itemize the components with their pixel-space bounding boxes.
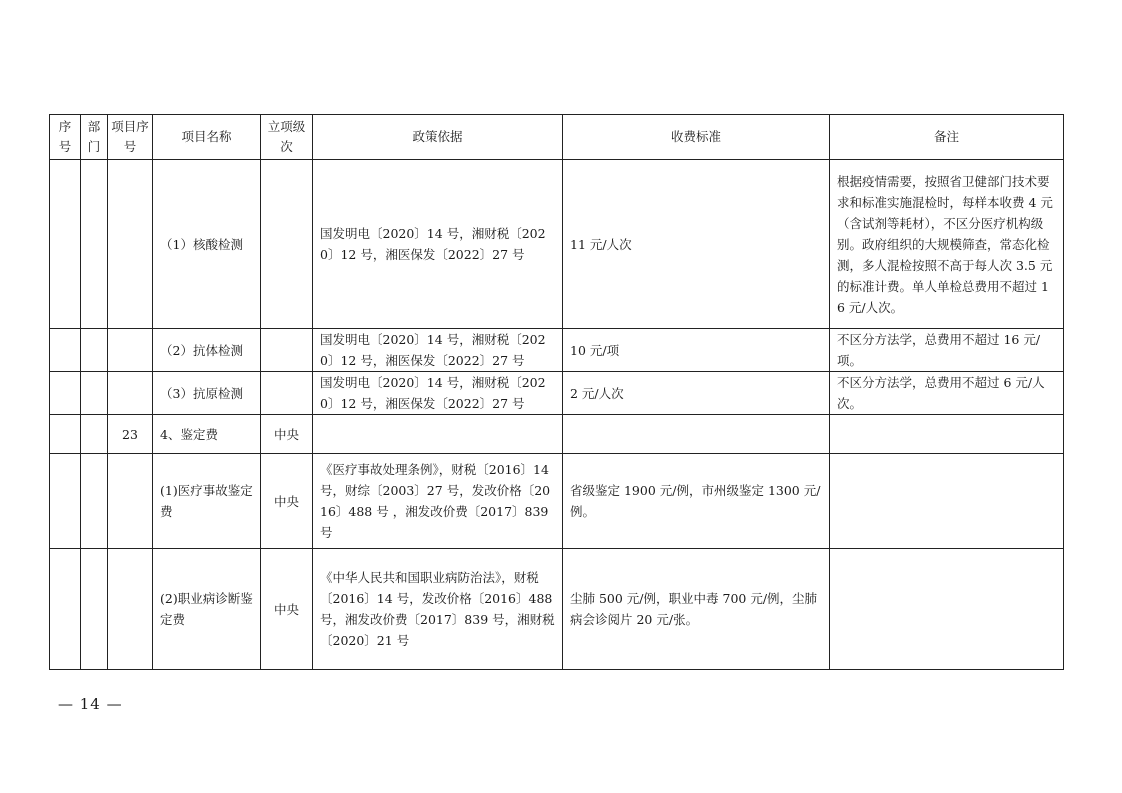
cell-policy: 国发明电〔2020〕14 号，湘财税〔2020〕12 号，湘医保发〔2022〕27 号 <box>313 372 563 415</box>
cell-seq <box>50 160 81 329</box>
header-policy: 政策依据 <box>313 115 563 160</box>
cell-policy: 国发明电〔2020〕14 号，湘财税〔2020〕12 号，湘医保发〔2022〕27 号 <box>313 329 563 372</box>
page-number: — 14 — <box>58 695 123 713</box>
header-item-seq: 项目序号 <box>108 115 153 160</box>
cell-remark <box>830 549 1064 670</box>
cell-level <box>261 329 313 372</box>
cell-item-seq <box>108 454 153 549</box>
cell-item-seq <box>108 372 153 415</box>
cell-level: 中央 <box>261 415 313 454</box>
header-level: 立项级次 <box>261 115 313 160</box>
cell-standard: 10 元/项 <box>563 329 830 372</box>
cell-seq <box>50 549 81 670</box>
cell-name: 4、鉴定费 <box>153 415 261 454</box>
cell-remark <box>830 454 1064 549</box>
cell-standard: 尘肺 500 元/例，职业中毒 700 元/例，尘肺病会诊阅片 20 元/张。 <box>563 549 830 670</box>
header-standard: 收费标准 <box>563 115 830 160</box>
table-row <box>50 549 1064 670</box>
cell-dept <box>81 160 108 329</box>
cell-standard: 2 元/人次 <box>563 372 830 415</box>
header-remark: 备注 <box>830 115 1064 160</box>
cell-standard: 省级鉴定 1900 元/例，市州级鉴定 1300 元/例。 <box>563 454 830 549</box>
cell-name: （1）核酸检测 <box>153 160 261 329</box>
cell-name: （3）抗原检测 <box>153 372 261 415</box>
table-row <box>50 372 1064 415</box>
table-row <box>50 454 1064 549</box>
cell-item-seq <box>108 160 153 329</box>
fee-table <box>49 114 1064 670</box>
cell-policy: 国发明电〔2020〕14 号，湘财税〔2020〕12 号，湘医保发〔2022〕27 号 <box>313 160 563 329</box>
cell-seq <box>50 415 81 454</box>
table-row <box>50 160 1064 329</box>
cell-seq <box>50 329 81 372</box>
cell-seq <box>50 454 81 549</box>
cell-seq <box>50 372 81 415</box>
header-name: 项目名称 <box>153 115 261 160</box>
cell-dept <box>81 549 108 670</box>
cell-item-seq <box>108 329 153 372</box>
cell-level: 中央 <box>261 454 313 549</box>
header-dept: 部门 <box>81 115 108 160</box>
cell-name: (1)医疗事故鉴定费 <box>153 454 261 549</box>
cell-dept <box>81 415 108 454</box>
cell-policy: 《中华人民共和国职业病防治法》，财税〔2016〕14 号，发改价格〔2016〕488 号，湘发改价费〔2017〕839 号，湘财税〔2020〕21 号 <box>313 549 563 670</box>
header-row <box>50 115 1064 160</box>
cell-standard <box>563 415 830 454</box>
cell-item-seq: 23 <box>108 415 153 454</box>
cell-policy: 《医疗事故处理条例》，财税〔2016〕14 号，财综〔2003〕27 号，发改价格〔2016〕488 号 ，湘发改价费〔2017〕839 号 <box>313 454 563 549</box>
cell-dept <box>81 454 108 549</box>
cell-remark <box>830 415 1064 454</box>
header-seq: 序号 <box>50 115 81 160</box>
cell-dept <box>81 329 108 372</box>
cell-level: 中央 <box>261 549 313 670</box>
cell-policy <box>313 415 563 454</box>
cell-level <box>261 160 313 329</box>
cell-level <box>261 372 313 415</box>
table-row <box>50 329 1064 372</box>
cell-standard: 11 元/人次 <box>563 160 830 329</box>
cell-remark: 不区分方法学，总费用不超过 6 元/人次。 <box>830 372 1064 415</box>
cell-remark: 不区分方法学，总费用不超过 16 元/项。 <box>830 329 1064 372</box>
cell-remark: 根据疫情需要，按照省卫健部门技术要求和标准实施混检时，每样本收费 4 元（含试剂等耗材），不区分医疗机构级别。政府组织的大规模筛查，常态化检测，多人混检按照不高于每人次 3.5 元的标准计费。单人单检总费用不超过 16 元/人次。 <box>830 160 1064 329</box>
cell-item-seq <box>108 549 153 670</box>
cell-dept <box>81 372 108 415</box>
table-row <box>50 415 1064 454</box>
cell-name: (2)职业病诊断鉴定费 <box>153 549 261 670</box>
cell-name: （2）抗体检测 <box>153 329 261 372</box>
